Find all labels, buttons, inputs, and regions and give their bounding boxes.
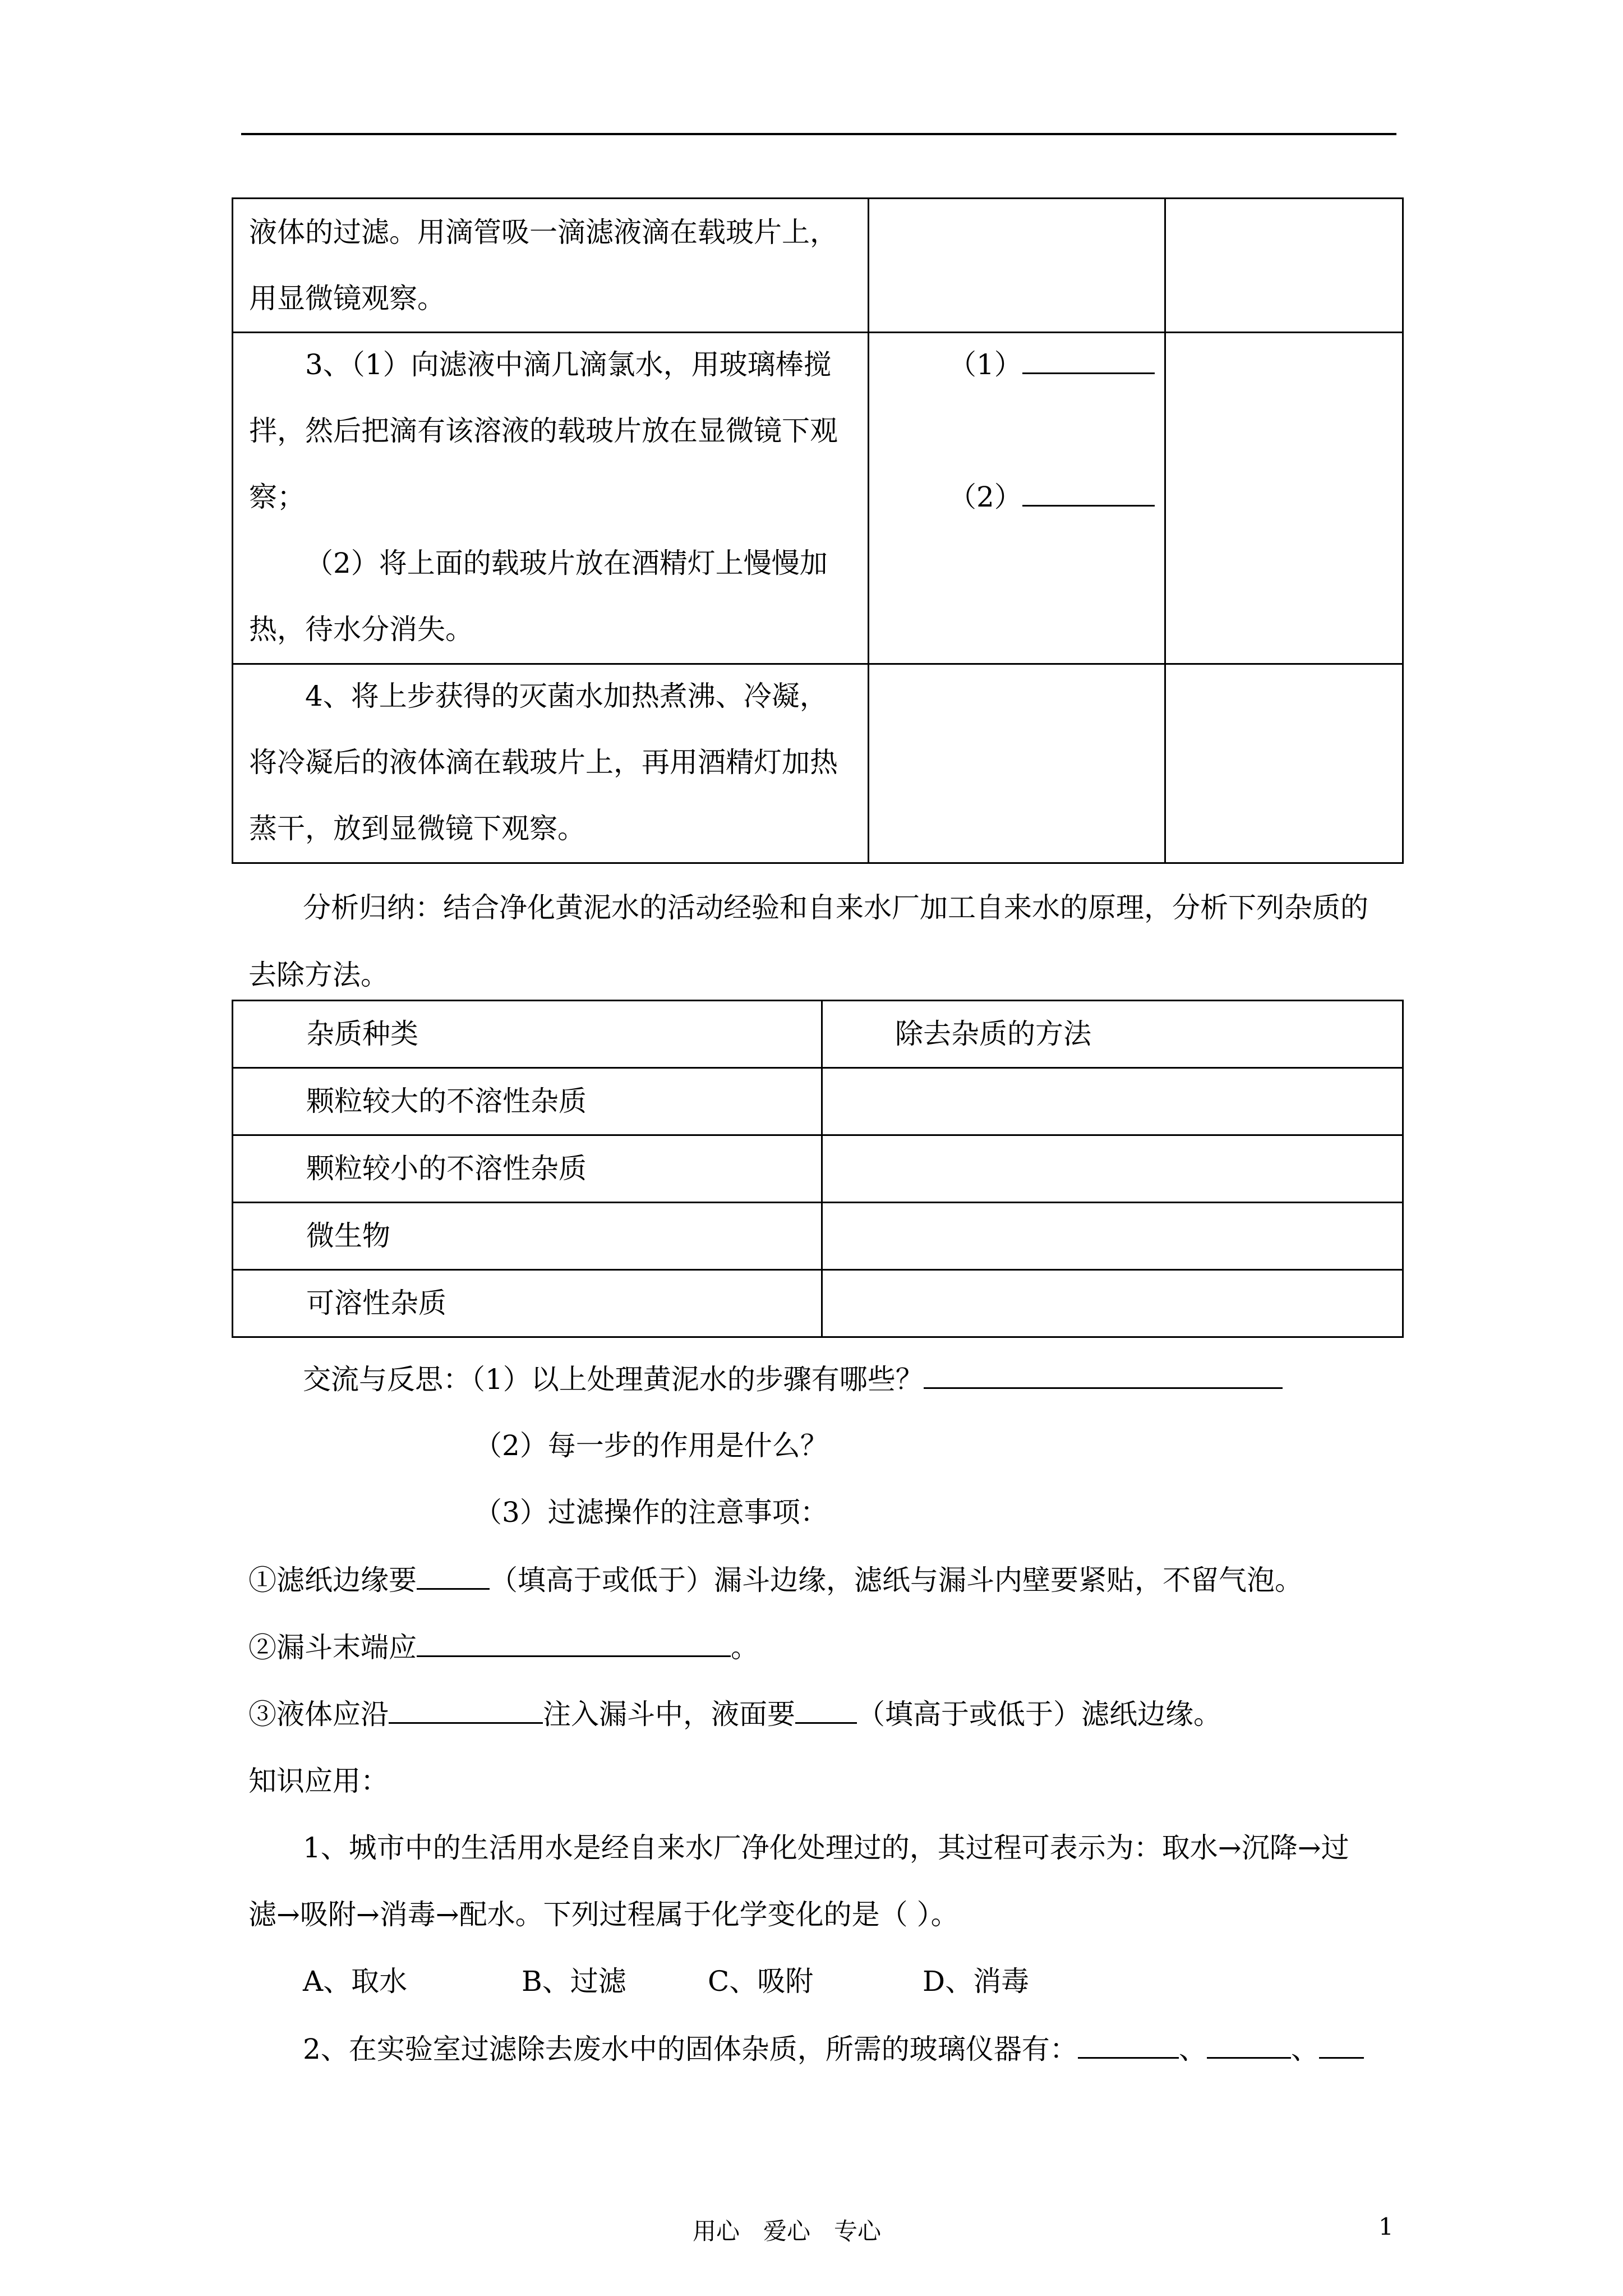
- experiment-table: [232, 197, 1404, 864]
- filter-note-2: ②漏斗末端应 。: [248, 1631, 759, 1664]
- table2-row-impurity: 可溶性杂质: [306, 1287, 446, 1319]
- option-b[interactable]: B、过滤: [522, 1965, 626, 1998]
- answer-cell[interactable]: [823, 1203, 1402, 1268]
- filter-note-1: ①滤纸边缘要 （填高于或低于）漏斗边缘，滤纸与漏斗内壁要紧贴，不留气泡。: [248, 1564, 1303, 1596]
- table2-header-impurity: 杂质种类: [306, 1018, 418, 1050]
- text-line: 察；: [249, 481, 305, 513]
- application-q2: 2、在实验室过滤除去废水中的固体杂质，所需的玻璃仪器有： 、 、: [303, 2032, 1364, 2066]
- text-line: 3、（1）向滤液中滴几滴氯水，用玻璃棒搅: [305, 348, 832, 381]
- table2-header-method: 除去杂质的方法: [895, 1018, 1091, 1050]
- answer-blank[interactable]: [924, 1362, 1283, 1389]
- text-line: 蒸干，放到显微镜下观察。: [249, 812, 585, 845]
- text-line: 液体的过滤。用滴管吸一滴滤液滴在载玻片上，: [249, 216, 838, 249]
- answer-blank[interactable]: [1078, 2032, 1179, 2059]
- table1-row2-observation: [948, 332, 1155, 530]
- option-d[interactable]: D、消毒: [923, 1965, 1030, 1998]
- table1-row3-step: [249, 663, 838, 862]
- application-q1-line2: 滤→吸附→消毒→配水。下列过程属于化学变化的是（ ）。: [248, 1898, 959, 1931]
- header-rule: [241, 133, 1396, 135]
- reflection-q1: 交流与反思：（1）以上处理黄泥水的步骤有哪些？: [303, 1362, 1283, 1396]
- answer-blank[interactable]: [417, 1563, 490, 1590]
- reflection-q2: （2）每一步的作用是什么？: [474, 1429, 828, 1462]
- answer-cell[interactable]: [823, 1271, 1402, 1335]
- text-line: 热，待水分消失。: [249, 613, 473, 646]
- table2-row-impurity: 颗粒较大的不溶性杂质: [306, 1085, 587, 1117]
- text-line: （2）将上面的载玻片放在酒精灯上慢慢加: [305, 547, 828, 579]
- table2-row-impurity: 颗粒较小的不溶性杂质: [306, 1152, 587, 1185]
- impurity-table: [232, 1000, 1404, 1338]
- page-number: 1: [1378, 2213, 1394, 2240]
- analysis-line1: 分析归纳：结合净化黄泥水的活动经验和自来水厂加工自来水的原理，分析下列杂质的: [303, 891, 1368, 924]
- answer-blank[interactable]: [389, 1697, 543, 1724]
- reflection-q3: （3）过滤操作的注意事项：: [474, 1496, 828, 1529]
- answer-blank-1[interactable]: （1）: [948, 332, 1155, 398]
- application-title: 知识应用：: [248, 1765, 389, 1797]
- column-divider: [868, 199, 869, 862]
- answer-cell[interactable]: [823, 1136, 1402, 1200]
- analysis-line2: 去除方法。: [248, 959, 389, 991]
- text-line: 用显微镜观察。: [249, 282, 445, 315]
- text-line: 拌，然后把滴有该溶液的载玻片放在显微镜下观: [249, 415, 838, 447]
- table1-row1-step: [249, 199, 838, 332]
- answer-blank-2[interactable]: （2）: [948, 464, 1155, 530]
- text-line: 将冷凝后的液体滴在载玻片上，再用酒精灯加热: [249, 746, 838, 779]
- table2-row-impurity: 微生物: [306, 1220, 390, 1252]
- answer-blank[interactable]: [795, 1697, 857, 1724]
- text-line: 4、将上步获得的灭菌水加热煮沸、冷凝，: [305, 680, 828, 712]
- filter-note-3: ③液体应沿 注入漏斗中，液面要 （填高于或低于）滤纸边缘。: [248, 1698, 1221, 1731]
- application-q1-line1: 1、城市中的生活用水是经自来水厂净化处理过的，其过程可表示为：取水→沉降→过: [303, 1832, 1349, 1864]
- answer-cell[interactable]: [823, 1069, 1402, 1133]
- table1-row2-step: [249, 332, 838, 662]
- answer-blank[interactable]: [1207, 2032, 1291, 2059]
- footer-motto: 用心 爱心 专心: [693, 2217, 882, 2245]
- option-c[interactable]: C、吸附: [708, 1965, 814, 1998]
- option-a[interactable]: A、取水: [303, 1965, 408, 1998]
- column-divider: [821, 1001, 823, 1336]
- answer-blank[interactable]: [417, 1630, 731, 1657]
- answer-blank[interactable]: [1319, 2032, 1364, 2059]
- column-divider: [1164, 199, 1166, 862]
